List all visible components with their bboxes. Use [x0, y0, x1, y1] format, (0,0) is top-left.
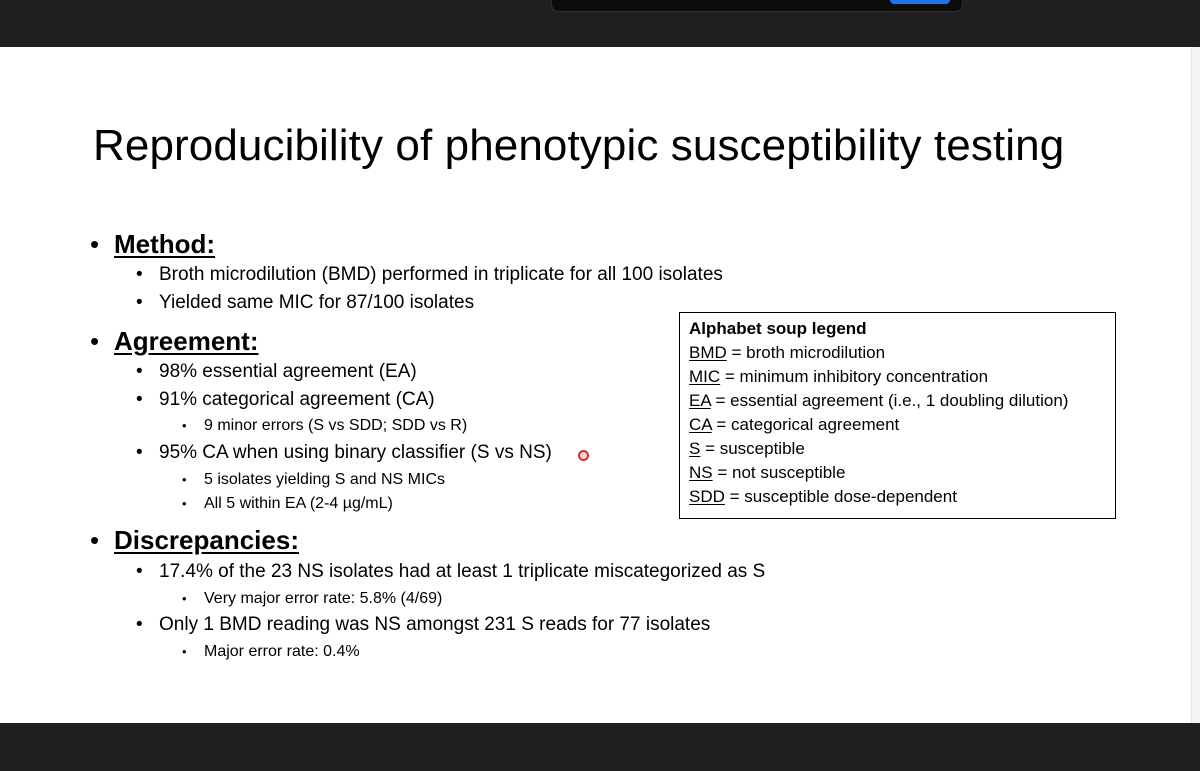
list-item-text: Major error rate: 0.4%: [204, 643, 360, 660]
bullet-marker: •: [182, 472, 187, 487]
legend-title: Alphabet soup legend: [689, 319, 867, 338]
section-heading-label: Discrepancies:: [114, 525, 299, 555]
toolbar-action-button[interactable]: [890, 0, 950, 4]
legend-row: [689, 391, 1068, 411]
list-item-text: Only 1 BMD reading was NS amongst 231 S reads for 77 isolates: [159, 614, 711, 635]
list-item-text: 5 isolates yielding S and NS MICs: [204, 471, 445, 488]
legend-row: [689, 463, 845, 483]
list-item-text: Very major error rate: 5.8% (4/69): [204, 590, 443, 607]
bullet-marker: •: [182, 591, 187, 606]
legend-abbreviation: CA: [689, 415, 712, 434]
legend-row: [689, 367, 988, 387]
legend-abbreviation: NS: [689, 463, 713, 482]
bullet-marker: •: [182, 418, 187, 433]
legend-definition: = susceptible dose-dependent: [724, 487, 957, 506]
scrollbar[interactable]: [1191, 47, 1200, 723]
legend-abbreviation: MIC: [689, 367, 721, 386]
list-item-text: 91% categorical agreement (CA): [159, 389, 435, 410]
list-item-text: 95% CA when using binary classifier (S vs NS): [159, 442, 552, 463]
section-heading-label: Method:: [114, 229, 216, 259]
list-item-text: 98% essential agreement (EA): [159, 361, 417, 382]
bottom-chrome-bar: [0, 723, 1200, 771]
legend-definition: = not susceptible: [712, 463, 846, 482]
legend-box: [679, 312, 1116, 519]
legend-abbreviation: BMD: [689, 343, 727, 362]
legend-row: [689, 439, 805, 459]
legend-definition: = susceptible: [700, 439, 805, 458]
legend-row: [689, 487, 957, 507]
bullet-marker: •: [136, 442, 143, 463]
bullet-marker: •: [136, 264, 143, 285]
slide-canvas: [0, 47, 1200, 723]
legend-definition: = essential agreement (i.e., 1 doubling dilution): [710, 391, 1069, 410]
legend-abbreviation: SDD: [689, 487, 725, 506]
bullet-marker: •: [136, 292, 143, 313]
legend-abbreviation: EA: [689, 391, 711, 410]
list-item-text: Yielded same MIC for 87/100 isolates: [159, 292, 475, 313]
bullet-marker: •: [136, 361, 143, 382]
list-item-text: All 5 within EA (2-4 µg/mL): [204, 495, 393, 512]
top-chrome-bar: [0, 0, 1200, 47]
list-item-text: 9 minor errors (S vs SDD; SDD vs R): [204, 417, 468, 434]
bullet-marker: •: [136, 614, 143, 635]
section-heading-label: Agreement:: [114, 326, 259, 356]
list-item-text: 17.4% of the 23 NS isolates had at least 1 triplicate miscategorized as S: [159, 561, 766, 582]
legend-row: [689, 343, 885, 363]
bullet-marker: •: [90, 229, 100, 259]
legend-definition: = minimum inhibitory concentration: [720, 367, 989, 386]
legend-definition: = broth microdilution: [726, 343, 886, 362]
bullet-marker: •: [90, 326, 100, 356]
bullet-marker: •: [182, 496, 187, 511]
slide-title: Reproducibility of phenotypic susceptibility testing: [93, 121, 1065, 170]
legend-abbreviation: S: [689, 439, 701, 458]
list-item-text: Broth microdilution (BMD) performed in triplicate for all 100 isolates: [159, 264, 723, 285]
legend-row: [689, 415, 899, 435]
laser-pointer-cursor: [578, 450, 589, 461]
bullet-marker: •: [136, 561, 143, 582]
bullet-marker: •: [90, 525, 100, 555]
floating-toolbar[interactable]: [551, 0, 963, 12]
bullet-marker: •: [182, 644, 187, 659]
legend-definition: = categorical agreement: [711, 415, 900, 434]
bullet-marker: •: [136, 389, 143, 410]
